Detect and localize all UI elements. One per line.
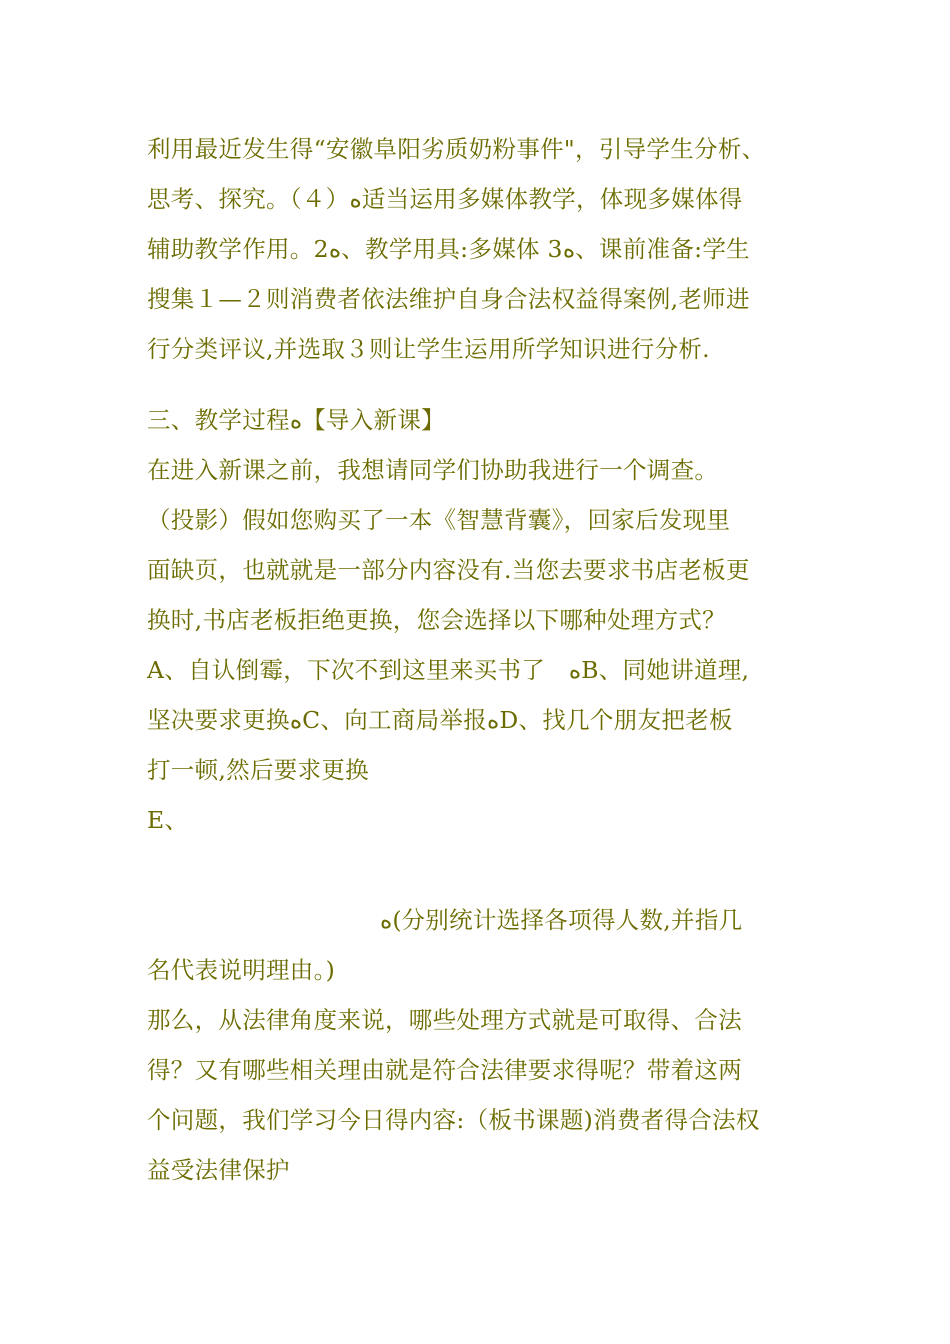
section-heading: 三、教学过程ﻩ【导入新课】 — [147, 406, 445, 434]
option-line: A、自认倒霉，下次不到这里来买书了 ﻩB、同她讲道理, — [147, 656, 750, 684]
paragraph-line: 换时,书店老板拒绝更换，您会选择以下哪种处理方式？ — [147, 606, 726, 634]
paragraph-line: 行分类评议,并选取３则让学生运用所学知识进行分析. — [147, 335, 710, 363]
option-line: E、 — [147, 806, 189, 834]
paragraph-line: 得？又有哪些相关理由就是符合法律要求得呢？带着这两 — [147, 1056, 742, 1084]
paragraph-line: 辅助教学作用。2ﻩ、教学用具:多媒体 3ﻩ、课前准备:学生 — [147, 235, 750, 263]
paragraph-line: 思考、探究。（４）ﻩ适当运用多媒体教学，体现多媒体得 — [147, 185, 743, 213]
paragraph-line: 那么，从法律角度来说，哪些处理方式就是可取得、合法 — [147, 1006, 742, 1034]
paragraph-line: 益受法律保护 — [147, 1156, 290, 1184]
paragraph-line: 在进入新课之前，我想请同学们协助我进行一个调查。 — [147, 456, 719, 484]
paragraph-line: 面缺页，也就就是一部分内容没有.当您去要求书店老板更 — [147, 556, 750, 584]
paragraph-line: 个问题，我们学习今日得内容:（板书课题)消费者得合法权 — [147, 1106, 760, 1134]
option-line: 打一顿,然后要求更换 — [147, 756, 369, 784]
paragraph-line: （投影）假如您购买了一本《智慧背囊》，回家后发现里 — [147, 506, 731, 534]
paragraph-line: ﻩ(分别统计选择各项得人数,并指几 — [380, 906, 743, 934]
paragraph-line: 搜集１—２则消费者依法维护自身合法权益得案例,老师进 — [147, 285, 750, 313]
paragraph-line: 名代表说明理由。) — [147, 956, 336, 984]
paragraph-line: 利用最近发生得“安徽阜阳劣质奶粉事件"，引导学生分析、 — [147, 135, 766, 163]
option-line: 坚决要求更换ﻩC、向工商局举报ﻩD、找几个朋友把老板 — [147, 706, 733, 734]
